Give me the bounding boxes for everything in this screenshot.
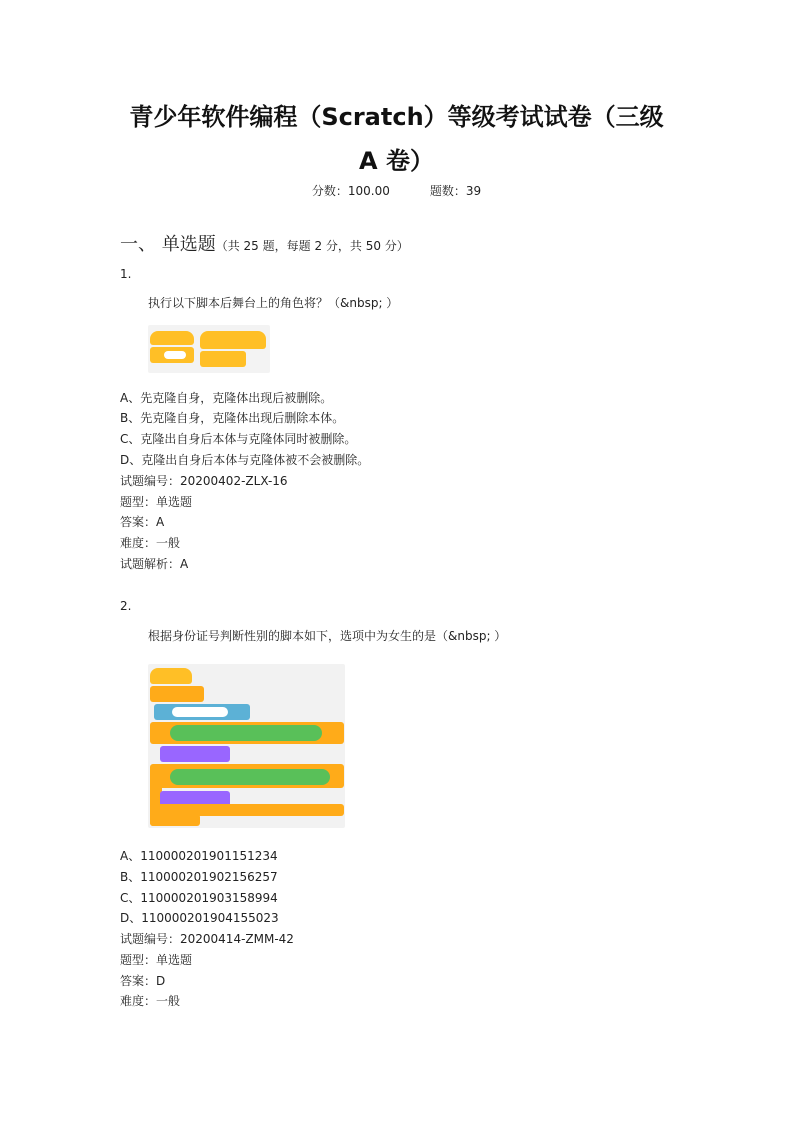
exam-title-line2: A 卷） (359, 147, 434, 175)
exam-title-line1: 青少年软件编程（Scratch）等级考试试卷（三级 (129, 103, 664, 131)
when-flag-clicked-block (150, 668, 192, 684)
question-2-id: 试题编号：20200414-ZMM-42 (120, 932, 294, 946)
question-1-analysis: 试题解析：A (120, 557, 189, 571)
question-1-answer: 答案：A (120, 515, 165, 529)
question-1-option-c: C、克隆出自身后本体与克隆体同时被删除。 (120, 432, 357, 446)
question-2-script-image (148, 664, 345, 828)
when-flag-clicked-block (150, 331, 194, 345)
control-block (150, 686, 204, 702)
question-1-id: 试题编号：20200402-ZLX-16 (120, 474, 288, 488)
question-2-stem: 根据身份证号判断性别的脚本如下，选项中为女生的是（&nbsp; ） (148, 629, 507, 643)
when-start-as-clone-block (200, 331, 266, 349)
question-2-option-b: B、110000201902156257 (120, 870, 278, 884)
question-2-difficulty: 难度：一般 (120, 994, 181, 1008)
looks-say-block (160, 746, 230, 762)
exam-meta (0, 182, 793, 199)
question-1-difficulty: 难度：一般 (120, 536, 181, 550)
total-score: 分数：100.00 (311, 184, 390, 198)
question-2-option-a: A、110000201901151234 (120, 849, 278, 863)
question-2-answer: 答案：D (120, 974, 166, 988)
section-note: （共 25 题，每题 2 分，共 50 分） (215, 239, 409, 253)
forever-block-end (150, 814, 200, 826)
question-1-option-d: D、克隆出自身后本体与克隆体被不会被删除。 (120, 453, 370, 467)
question-2-number: 2. (120, 599, 132, 613)
operator-condition-block (170, 769, 330, 785)
question-1-number: 1. (120, 267, 132, 281)
question-1-script-image (148, 325, 270, 373)
question-1-option-b: B、先克隆自身，克隆体出现后删除本体。 (120, 411, 345, 425)
operator-condition-block (170, 725, 322, 741)
question-2-option-c: C、110000201903158994 (120, 891, 278, 905)
block-input (172, 707, 228, 717)
question-2-type: 题型：单选题 (120, 953, 193, 967)
block-input (164, 351, 186, 359)
delete-this-clone-block (200, 351, 246, 367)
question-1-option-a: A、先克隆自身，克隆体出现后被删除。 (120, 391, 333, 405)
question-2-option-d: D、110000201904155023 (120, 911, 279, 925)
question-1-type: 题型：单选题 (120, 495, 193, 509)
section-heading (120, 230, 409, 256)
section-title: 一、 单选题 (120, 234, 216, 255)
question-1-stem: 执行以下脚本后舞台上的角色将？（&nbsp; ） (148, 296, 399, 310)
question-count: 题数：39 (429, 184, 482, 198)
